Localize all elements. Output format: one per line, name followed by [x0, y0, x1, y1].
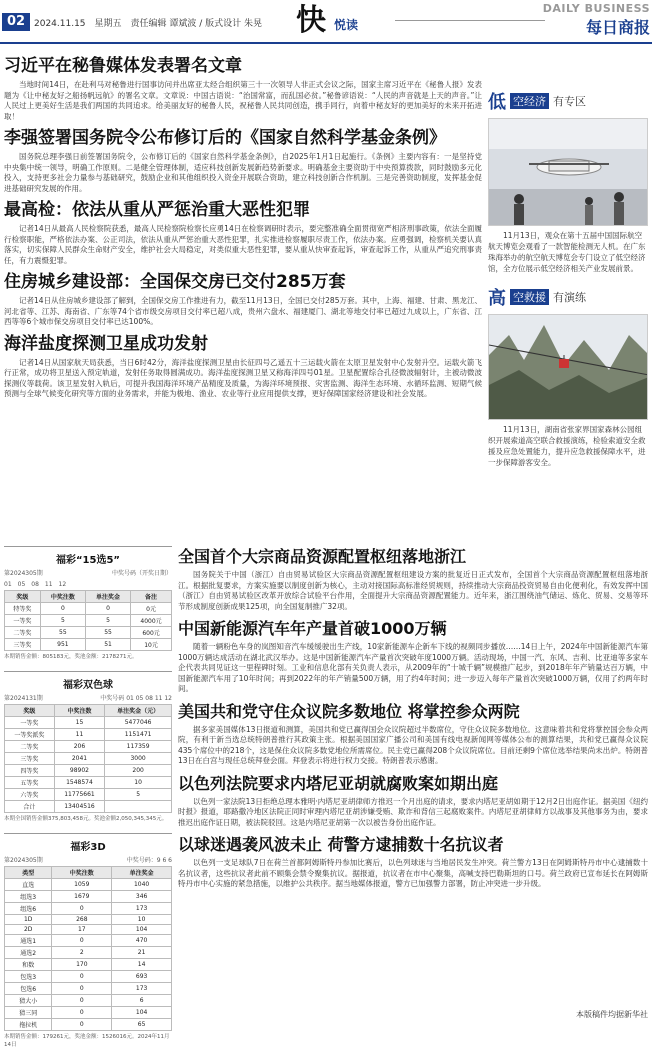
- article-title: 全国首个大宗商品资源配置枢纽落地浙江: [178, 547, 467, 566]
- article-body: 以色列一支足球队7日在荷兰首都阿姆斯特丹参加比赛后，以色列球迷与当地居民发生冲突。荷兰警方13日在阿姆斯特丹市中心逮捕数十名抗议者，这些抗议者此前不顾集会禁令聚集抗议。据报道，抗议者在市中心聚集，高喊支持巴勒斯坦的口号。荷兰政府已宣布延长在阿姆斯特丹市中心实施的紧急措施，以维护公共秩序。据当地媒体报道，警方已加强警力部署，防止冲突进一步升级。: [178, 858, 648, 888]
- table-row: 三等奖 2041 3000: [5, 753, 172, 765]
- article-title: 以色列法院要求内塔尼亚胡就腐败案如期出庭: [178, 773, 499, 793]
- lottery-box: 福彩“15选5” 第2024305期 中奖号码（开奖日期） 01 05 08 11 12 奖级 中奖注数 单注奖金 备注 特等奖 0 0 0元 一等奖 5 5 4000元 二等奖 55 55 600元 三等奖 951 51 10元 本期销售金额：805183元，奖池金额：2178271元。: [4, 546, 172, 661]
- lottery-title: 福彩“15选5”: [55, 555, 121, 566]
- page-header: [0, 0, 652, 42]
- table-row: 组选6 0 173: [5, 903, 172, 915]
- section-logo: 快: [296, 3, 326, 38]
- photo-section-heading: 低 空经济 有专区: [488, 92, 586, 113]
- article: [4, 54, 482, 122]
- article-title: 美国共和党守住众议院多数地位 将掌控参众两院: [178, 701, 520, 721]
- cable-car-photo: [488, 314, 648, 420]
- table-row: 特等奖 0 0 0元: [5, 603, 172, 615]
- table-row: 通选1 0 470: [5, 935, 172, 947]
- article-title: 中国新能源汽车年产量首破1000万辆: [178, 619, 447, 638]
- article-title: 习近平在秘鲁媒体发表署名文章: [4, 56, 242, 76]
- table-row: 直选 1059 1040: [5, 879, 172, 891]
- table-row: 二等奖 206 117359: [5, 741, 172, 753]
- lottery-title: 福彩3D: [70, 842, 106, 853]
- article: [4, 126, 482, 194]
- article-body: 以色列一家法院13日拒绝总理本雅明·内塔尼亚胡律师方推迟一个月出庭的请求，要求内塔尼亚胡如期于12月2日出庭作证。据美国《纽约时报》报道，耶路撒冷地区法院正同时审理内塔尼亚胡涉嫌受贿、欺诈和背信三起腐败案件。内塔尼亚胡律师方以战事及其他事务为由，要求推迟出庭作证日期，被法院驳回。这是内塔尼亚胡第一次以被告身份出庭作证。: [178, 796, 648, 827]
- table-row: 通选2 2 21: [5, 947, 172, 959]
- lottery-box: 福彩3D 第2024305期 中奖号码：9 6 6 类型 中奖注数 单注奖金 直选 1059 1040 组选3 1679 346 组选6 0 173 1D 268 10 2D 17 104 通选1 0 470 通选2 2 21 和数 170 14 包选3 0 693 包选6 0 173 猜大小 0 6 猜三同 0 104 拖拉机 0 65 本期销售金额：179261元，奖池金额：1526016元。2024年11月14日: [4, 833, 172, 1049]
- table-row: 合计 13404516: [5, 801, 172, 813]
- lottery-column: [4, 546, 172, 1059]
- table-row: 三等奖 951 51 10元: [5, 639, 172, 651]
- header-divider: [0, 42, 652, 44]
- masthead-cn: 每日商报: [585, 18, 650, 37]
- article-title: 最高检：依法从重从严惩治重大恶性犯罪: [4, 200, 310, 220]
- lottery-table: 奖级 中奖注数 单注奖金（元） 一等奖 15 5477046 一等奖派奖 11 1151471 二等奖 206 117359 三等奖 2041 3000 四等奖 98902 200 五等奖 1548574 10 六等奖 11775661 5 合计 13404516: [4, 704, 172, 813]
- table-row: 1D 268 10: [5, 915, 172, 925]
- article-title: 以球迷遇袭风波未止 荷警方逮捕数十名抗议者: [178, 835, 504, 854]
- table-row: 拖拉机 0 65: [5, 1019, 172, 1031]
- article-body: 国务院总理李强日前签署国务院令，公布修订后的《国家自然科学基金条例》，自2025年1月1日起施行。《条例》主要内容有：一是坚持党中央集中统一领导，明确工作原则。二是健全管理体制，适应科技创新发展新趋势新要求。明确基金主要资助于中央预算拨款，同时鼓励多元化投入，支持更多社会力量参与基础研究，鼓励企业和其他组织投入资金开展联合资助，建立科技创新合作机制。三是完善资助制度，发挥基金促进基础研究发展的作用。: [4, 152, 482, 193]
- expo-photo: [488, 118, 648, 226]
- lottery-table: 类型 中奖注数 单注奖金 直选 1059 1040 组选3 1679 346 组选6 0 173 1D 268 10 2D 17 104 通选1 0 470 通选2 2 21 和数 170 14 包选3 0 693 包选6 0 173 猜大小 0 6 猜三同 0 104 拖拉机 0 65: [4, 866, 172, 1031]
- article-body: 记者14日从国家航天局获悉，当日6时42分，海洋盐度探测卫星由长征四号乙遥五十三运载火箭在太原卫星发射中心发射升空。运载火箭飞行正常，成功将卫星送入预定轨道，发射任务取得圆满成功。海洋盐度探测卫星又称海洋四号01星。卫星配置综合孔径微波辐射计，主被动微波探测仪等载荷。该卫星发射入轨后，可提升我国海洋环境产品精度及质量，为海洋环境预报、灾害监测、海洋生态环境、水循环监测、短期气候预测与全球气候变化研究等方面的业务需求，并能为极地、渔业、农业等行业应用提供支撑，更好保障国家经济建设和社会发展。: [4, 357, 482, 398]
- table-row: 包选3 0 693: [5, 971, 172, 983]
- photo-column: [488, 88, 648, 468]
- article: [178, 701, 648, 767]
- article: [4, 198, 482, 266]
- masthead-en: DAILY BUSINESS: [542, 2, 650, 15]
- header-rule: [395, 20, 545, 21]
- table-row: 二等奖 55 55 600元: [5, 627, 172, 639]
- winning-numbers: 01 05 08 11 12: [4, 581, 67, 588]
- table-row: 六等奖 11775661 5: [5, 789, 172, 801]
- masthead: [543, 2, 650, 38]
- table-row: 四等奖 98902 200: [5, 765, 172, 777]
- article: [178, 834, 648, 890]
- table-row: 一等奖派奖 11 1151471: [5, 729, 172, 741]
- article-body: 国务院关于中国（浙江）自由贸易试验区大宗商品资源配置枢纽建设方案的批复近日正式发布，全国首个大宗商品资源配置枢纽落地浙江。根据批复要求，方案实施要以制度创新为核心，主动对接国际高标准经贸规则，持续推动大宗商品投资贸易自由化便利化，有效发挥中国（浙江）自由贸易试验区改革开放综合试验平台作用，全面提升大宗商品资源配置能力。近年来，浙江围绕油气储运、炼化、贸易、交易等环节形成制度创新成果125项，向全国复制推广32项。: [178, 570, 648, 611]
- article-body: 记者14日从住房城乡建设部了解到，全国保交房工作推进有力，截至11月13日，全国已交付285万套。其中，上海、福建、甘肃、黑龙江、河北省等、江苏、海南省、广东等74个省市级交房项目交付率已超八成，贵州六盘水、福建厦门、湖北等地交付率已超过九成以上，广东省、江西等等6个城市保交房项目交付率已达100%。: [4, 296, 482, 326]
- article-body: 记者14日从最高人民检察院获悉，最高人民检察院检察长应勇14日在检察调研时表示，要完整准确全面贯彻宽严相济刑事政策，依法全面履行检察职能，严格依法办案、公正司法，依法从重从严惩治重大恶性犯罪，扎实推进检察履职尽责工作，依法办案。应勇强调，检察机关要认真落实，切实保障人民群众生命财产安全，维护社会大局稳定，对类似重大恶性犯罪，要从重从快审查起诉，审查起诉工作，从重从严追究刑事责任，有力震慑犯罪。: [4, 224, 482, 265]
- table-row: 猜三同 0 104: [5, 1007, 172, 1019]
- article-body: 据多家美国媒体13日报道和测算，美国共和党已赢得国会众议院超过半数席位，守住众议院多数地位。这意味着共和党将掌控国会参众两院，有利于新当选总统特朗普推行其政策主张。根据美国国家广播公司和美国有线电视新闻网等媒体公布的测算结果，共和党已赢得众议院435个席位中的218个，这是保住众议院多数党地位所需席位。民主党已赢得208个众议院席位。目前还剩9个席位选举结果尚未出炉。特朗普13日在白宫与现任总统拜登会面。拜登表示将进行权力交接。特朗普表示感谢。: [178, 724, 648, 765]
- page-number: 02: [2, 13, 30, 31]
- section-brand: [296, 3, 359, 38]
- table-row: 2D 17 104: [5, 925, 172, 935]
- section-name: 悦读: [334, 18, 359, 32]
- table-row: 五等奖 1548574 10: [5, 777, 172, 789]
- header-meta: 2024.11.15 星期五 责任编辑 谭斌波 / 版式设计 朱晃: [34, 19, 263, 29]
- photo-caption: 11月13日，观众在第十五届中国国际航空航天博览会观看了一款智能检测无人机。在广东珠海举办的航空航天博览会专门设立了低空经济馆，全方位展示低空经济相关产业发展前景。: [488, 231, 646, 273]
- photo-section-heading: 高 空救援 有演练: [488, 288, 586, 309]
- photo-caption: 11月13日，湖南省张家界国家森林公园组织开展索道高空联合救援演练，检验索道安全救援及应急处置能力，提升应急救援保障水平，进一步保障游客安全。: [488, 425, 646, 467]
- article-title: 海洋盐度探测卫星成功发射: [4, 333, 208, 354]
- lottery-table: 奖级 中奖注数 单注奖金 备注 特等奖 0 0 0元 一等奖 5 5 4000元 二等奖 55 55 600元 三等奖 951 51 10元: [4, 590, 172, 651]
- lottery-box: 福彩双色球 第2024131期 中奖号码 01 05 08 11 12 奖级 中奖注数 单注奖金（元） 一等奖 15 5477046 一等奖派奖 11 1151471 二等奖 206 117359 三等奖 2041 3000 四等奖 98902 200 五等奖 1548574 10 六等奖 11775661 5 合计 13404516 本期全国销售金额375,803,458元。奖池金额2,050,345,345元。: [4, 671, 172, 823]
- page-footer: 本版稿件均据新华社: [576, 1010, 648, 1019]
- top-news-column: [4, 50, 482, 400]
- lottery-title: 福彩双色球: [63, 680, 113, 691]
- article: [178, 773, 648, 829]
- article: [178, 546, 648, 612]
- article: [4, 332, 482, 400]
- article-body: 当地时间14日，在赴利马对秘鲁进行国事访问并出席亚太经合组织第三十一次领导人非正式会议之际，国家主席习近平在《秘鲁人报》发表题为《让中秘友好之船扬帆远航》的署名文章。文章说：中国古语说：“治国常富，而乱国必贫。”秘鲁谚语说：“人民的声音就是上天的声音。”让人民过上更美好生活是我们两国的共同追求。给美丽友好的秘鲁人民，祝秘鲁人民共同创造，携手同行，向着中秘友好的更加美好的未来开拓进取！: [4, 80, 482, 121]
- article-title: 住房城乡建设部：全国保交房已交付285万套: [4, 272, 346, 292]
- article: [4, 270, 482, 328]
- table-row: 和数 170 14: [5, 959, 172, 971]
- lower-news-column: [178, 540, 648, 890]
- table-row: 猜大小 0 6: [5, 995, 172, 1007]
- article-title: 李强签署国务院令公布修订后的《国家自然科学基金条例》: [4, 128, 446, 148]
- table-row: 组选3 1679 346: [5, 891, 172, 903]
- article: [178, 618, 648, 695]
- article-body: 随着一辆粉色车身的岚图知音汽车缓缓驶出生产线，10家新能源车企新车下线的视频同步播放……14日上午，2024年中国新能源汽车第1000万辆达成活动在湖北武汉举办。这是中国新能源汽车产量首次突破年度1000万辆。活动现场，中国一汽、东风、吉利、比亚迪等多家车企代表共同见证这一里程碑时刻。工业和信息化部有关负责人表示，从2009年的“十城千辆”规模推广起步，到2018年年产销量达百万辆，中国新能源汽车用了10年时间；再到2022年的年产销量500万辆，用了约4年时间；进一步迈入每年产量首次突破1000万辆，仅用了约两年时间。: [178, 642, 648, 693]
- table-row: 一等奖 5 5 4000元: [5, 615, 172, 627]
- table-row: 一等奖 15 5477046: [5, 717, 172, 729]
- table-row: 包选6 0 173: [5, 983, 172, 995]
